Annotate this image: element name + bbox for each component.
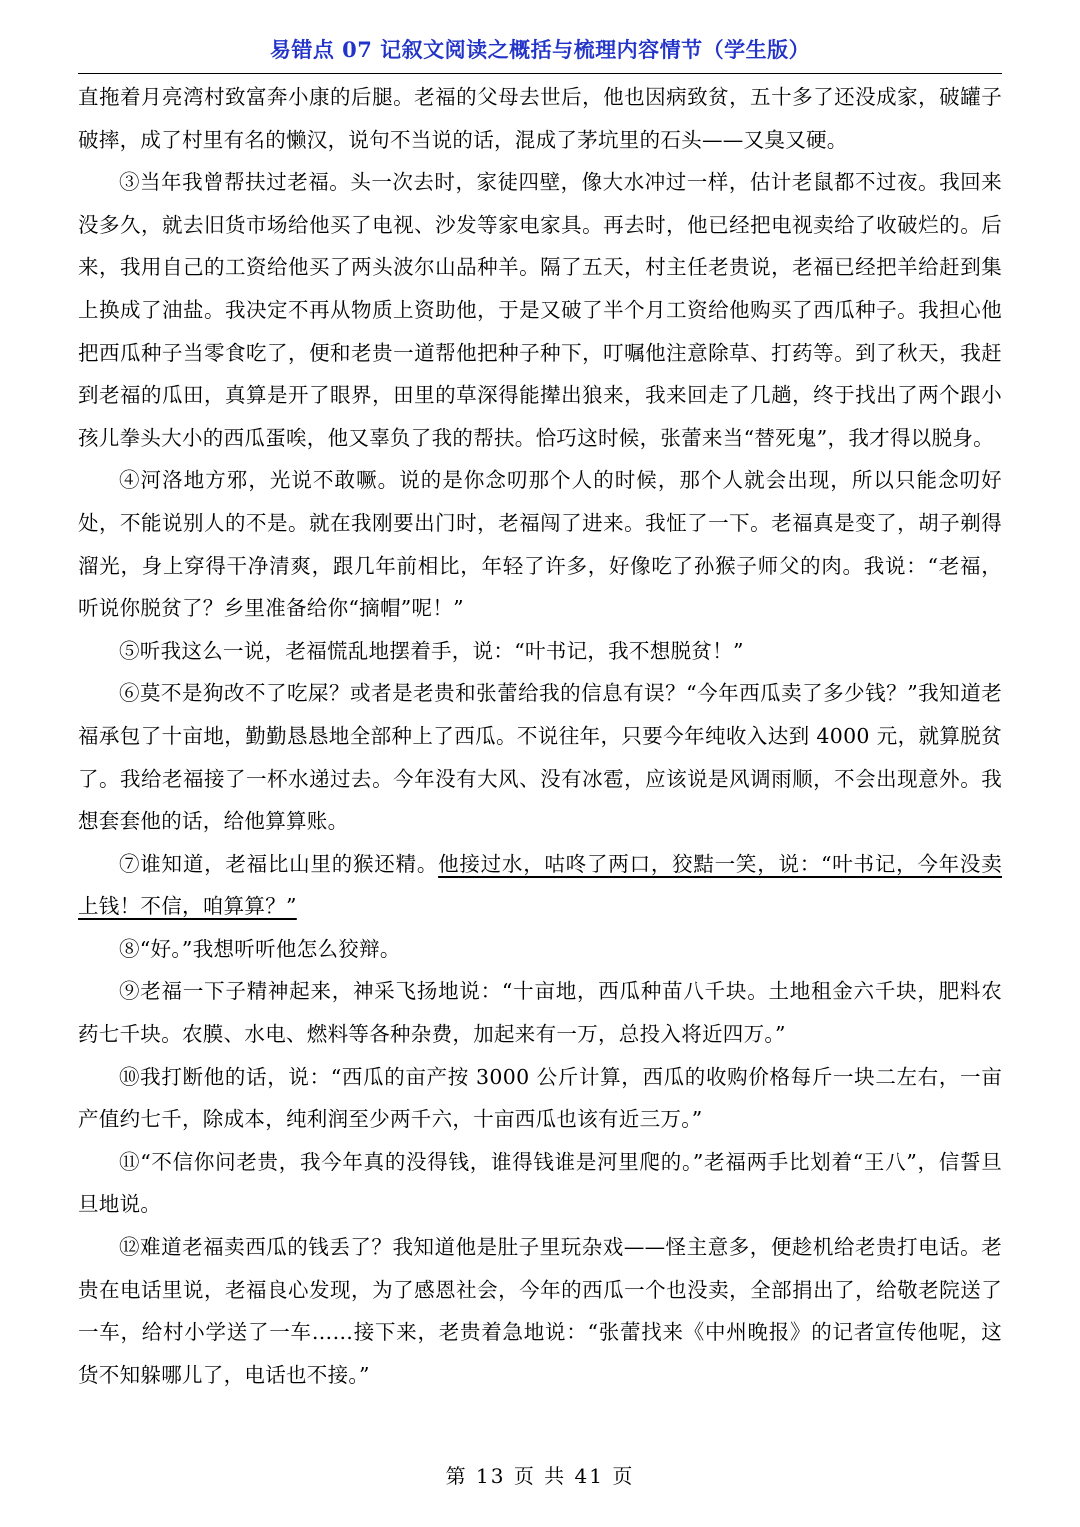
paragraph-5: ⑤听我这么一说，老福慌乱地摆着手，说：“叶书记，我不想脱贫！” — [119, 638, 744, 663]
paragraph-8: ⑧“好。”我想听听他怎么狡辩。 — [119, 936, 401, 961]
paragraph-7 — [78, 843, 1002, 928]
article-body — [78, 76, 1002, 1396]
paragraph-7-lead: ⑦谁知道，老福比山里的猴还精。 — [119, 851, 439, 876]
paragraph-3: ③当年我曾帮扶过老福。头一次去时，家徒四壁，像大水冲过一样，估计老鼠都不过夜。我回来没多久，就去旧货市场给他买了电视、沙发等家电家具。再去时，他已经把电视卖给了收破烂的。后来，我用自己的工资给他买了两头波尔山品种羊。隔了五天，村主任老贵说，老福已经把羊给赶到集上换成了油盐。我决定不再从物质上资助他，于是又破了半个月工资给他购买了西瓜种子。我担心他把西瓜种子当零食吃了，便和老贵一道帮他把种子种下，叮嘱他注意除草、打药等。到了秋天，我赶到老福的瓜田，真算是开了眼界，田里的草深得能撵出狼来，我来回走了几趟，终于找出了两个跟小孩儿拳头大小的西瓜蛋唉，他又辜负了我的帮扶。恰巧这时候，张蕾来当“替死鬼”，我才得以脱身。 — [78, 170, 1002, 450]
paragraph-4: ④河洛地方邪，光说不敢噘。说的是你念叨那个人的时候，那个人就会出现，所以只能念叨好处，不能说别人的不是。就在我刚要出门时，老福闯了进来。我怔了一下。老福真是变了，胡子剃得溜光，身上穿得干净清爽，跟几年前相比，年轻了许多，好像吃了孙猴子师父的肉。我说：“老福，听说你脱贫了？乡里准备给你“摘帽”呢！” — [78, 468, 1002, 621]
paragraph-continuation: 直拖着月亮湾村致富奔小康的后腿。老福的父母去世后，他也因病致贫，五十多了还没成家，破罐子破摔，成了村里有名的懒汉，说句不当说的话，混成了茅坑里的石头——又臭又硬。 — [78, 85, 1002, 152]
paragraph-6: ⑥莫不是狗改不了吃屎？或者是老贵和张蕾给我的信息有误？“今年西瓜卖了多少钱？”我知道老福承包了十亩地，勤勤恳恳地全部种上了西瓜。不说往年，只要今年纯收入达到 4000 元，就算脱贫了。我给老福接了一杯水递过去。今年没有大风、没有冰雹，应该说是风调雨顺，不会出现意外。我想套套他的话，给他算算账。 — [78, 681, 1002, 834]
paragraph-11: ⑪“不信你问老贵，我今年真的没得钱，谁得钱谁是河里爬的。”老福两手比划着“王八”，信誓旦旦地说。 — [78, 1149, 1002, 1217]
document-title: 易错点 07 记叙文阅读之概括与梳理内容情节（学生版） — [269, 37, 811, 62]
paragraph-12: ⑫难道老福卖西瓜的钱丢了？我知道他是肚子里玩杂戏——怪主意多，便趁机给老贵打电话。老贵在电话里说，老福良心发现，为了感恩社会，今年的西瓜一个也没卖，全部捐出了，给敬老院送了一车，给村小学送了一车……接下来，老贵着急地说：“张蕾找来《中州晚报》的记者宣传他呢，这货不知躲哪儿了，电话也不接。” — [78, 1235, 1002, 1387]
underlined-sentence: 他接过水，咕咚了两口，狡黠一笑，说：“叶书记，今年没卖上钱！不信，咱算算？” — [78, 851, 1002, 919]
page-number: 第 13 页 共 41 页 — [445, 1464, 635, 1488]
paragraph-10: ⑩我打断他的话，说：“西瓜的亩产按 3000 公斤计算，西瓜的收购价格每斤一块二左右，一亩产值约七千，除成本，纯利润至少两千六，十亩西瓜也该有近三万。” — [78, 1064, 1002, 1132]
page-header — [78, 28, 1002, 74]
paragraph-9: ⑨老福一下子精神起来，神采飞扬地说：“十亩地，西瓜种苗八千块。土地租金六千块，肥料农药七千块。农膜、水电、燃料等各种杂费，加起来有一万，总投入将近四万。” — [78, 979, 1002, 1047]
